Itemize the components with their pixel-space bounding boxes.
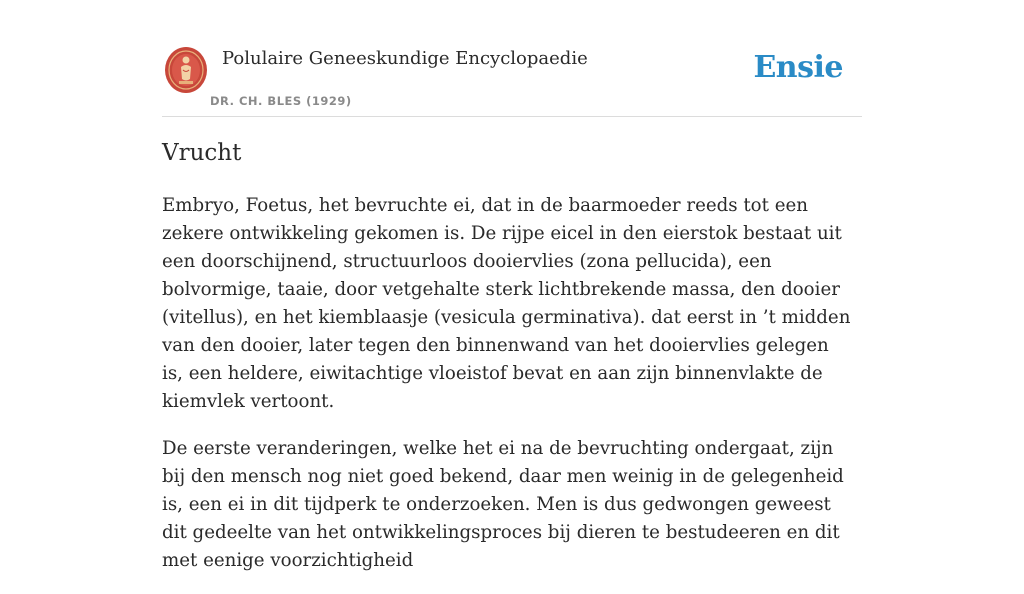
article-body <box>162 192 852 594</box>
book-cover-icon[interactable] <box>164 46 208 94</box>
site-header <box>162 40 862 117</box>
article-paragraph: Embryo, Foetus, het bevruchte ei, dat in de baarmoeder reeds tot een zekere ontwikkeling gekomen is. De rijpe eicel in den eierstok bestaat uit een doorschijnend, structuurloos dooiervlies (zona pellucida), een bolvormige, taaie, door vetgehalte sterk lichtbrekende massa, den dooier (vitellus), en het kiemblaasje (vesicula germinativa). dat eerst in ’t midden van den dooier, later tegen den binnenwand van het dooiervlies gelegen is, een heldere, eiwitachtige vloeistof bevat en aan zijn binnenvlakte de kiemvlek vertoont. <box>162 195 851 412</box>
page-title: Vrucht <box>162 140 242 166</box>
ensie-logo-link[interactable]: Ensie <box>753 50 843 85</box>
book-author: DR. CH. BLES (1929) <box>210 94 352 108</box>
article-paragraph: De eerste veranderingen, welke het ei na de bevruchting ondergaat, zijn bij den mensch nog niet goed bekend, daar men weinig in de gelegenheid is, een ei in dit tijdperk te onderzoeken. Men is dus gedwongen geweest dit gedeelte van het ontwikkelingsproces bij dieren te bestudeeren en dit met eenige voorzichtigheid <box>162 438 844 571</box>
book-title[interactable]: Polulaire Geneeskundige Encyclopaedie <box>222 48 588 69</box>
